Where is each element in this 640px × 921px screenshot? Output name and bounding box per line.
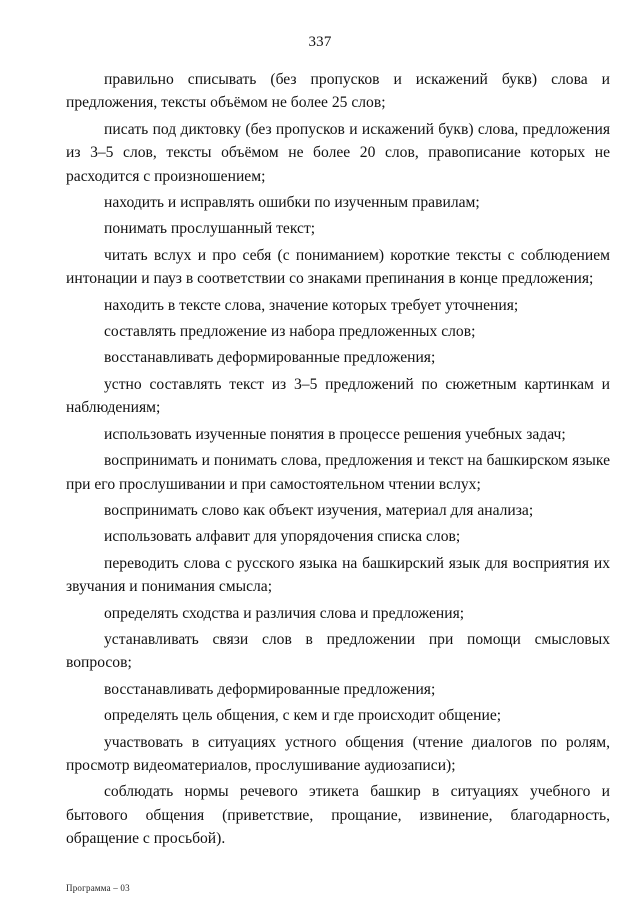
paragraph-word-object: воспринимать слово как объект изучения, материал для анализа;	[104, 501, 534, 519]
paragraph-word-meaning: находить в тексте слова, значение которых требует уточнения;	[104, 296, 519, 314]
paragraph-build-sentence: составлять предложение из набора предложенных слов;	[104, 323, 476, 341]
footer-label: Программа – 03	[66, 883, 130, 893]
paragraph-alphabet: использовать алфавит для упорядочения списка слов;	[104, 528, 461, 546]
paragraph-communication-goal: определять цель общения, с кем и где происходит общение;	[104, 707, 502, 725]
paragraph-fix-errors: находить и исправлять ошибки по изученным правилам;	[104, 194, 480, 212]
paragraph-use-concepts: использовать изученные понятия в процессе решения учебных задач;	[104, 425, 566, 443]
paragraph-restore-sentences: восстанавливать деформированные предложения;	[104, 349, 436, 367]
paragraph-listening: понимать прослушанный текст;	[104, 220, 316, 238]
paragraph-copying: правильно списывать (без пропусков и искажений букв) слова и предложения, тексты объёмом не более 25 слов;	[66, 71, 610, 112]
paragraph-translate: переводить слова с русского языка на башкирский язык для восприятия их звучания и понимания смысла;	[66, 554, 610, 596]
paragraph-oral-situations: участвовать в ситуациях устного общения (чтение диалогов по ролям, просмотр видеоматериалов, прослушивание аудиозаписи);	[66, 733, 610, 774]
paragraph-word-vs-sentence: определять сходства и различия слова и предложения;	[104, 604, 465, 622]
paragraph-perceive-bashkir: воспринимать и понимать слова, предложения и текст на башкирском языке при его прослушивании и при самостоятельном чтении вслух;	[66, 452, 610, 493]
paragraph-etiquette: соблюдать нормы речевого этикета башкир в ситуациях учебного и бытового общения (приветствие, прощание, извинение, благодарность, обращение с просьбой).	[66, 783, 610, 848]
paragraph-reading: читать вслух и про себя (с пониманием) короткие тексты с соблюдением интонации и пауз в соответствии со знаками препинания в конце предложения;	[66, 246, 610, 288]
paragraph-dictation: писать под диктовку (без пропусков и искажений букв) слова, предложения из 3–5 слов, тексты объёмом не более 20 слов, правописание которых не расходится с произношением;	[66, 120, 610, 185]
page-number: 337	[308, 34, 332, 50]
paragraph-restore-sentences-2: восстанавливать деформированные предложения;	[104, 680, 436, 698]
paragraph-word-links: устанавливать связи слов в предложении при помощи смысловых вопросов;	[66, 630, 610, 672]
document-body	[66, 68, 610, 854]
paragraph-oral-text: устно составлять текст из 3–5 предложений по сюжетным картинкам и наблюдениям;	[66, 375, 610, 417]
